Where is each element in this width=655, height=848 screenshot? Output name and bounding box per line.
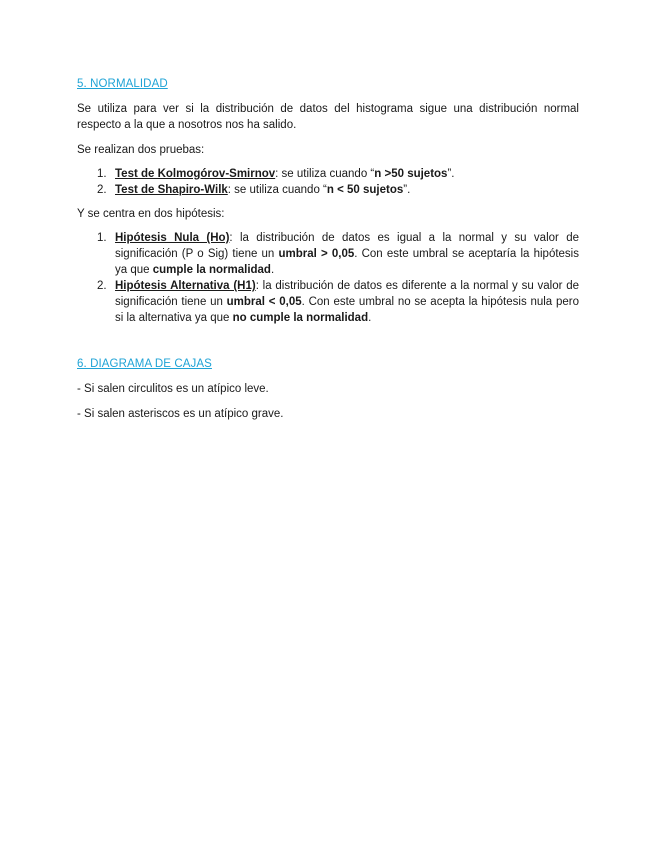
test-text: : se utiliza cuando “ <box>275 168 375 180</box>
tests-list <box>77 166 579 198</box>
list-number: 1. <box>97 168 107 180</box>
list-item <box>77 166 579 182</box>
test-text: : se utiliza cuando “ <box>227 184 327 196</box>
boxplot-note-severe: - Si salen asteriscos es un atípico grave. <box>77 408 284 420</box>
test-condition: n >50 sujetos <box>374 168 448 180</box>
hipotesis-text-2: . Con este umbral se aceptaría la hipótesis ya que <box>115 248 579 276</box>
section-5-heading: 5. NORMALIDAD <box>77 78 168 90</box>
pruebas-intro: Se realizan dos pruebas: <box>77 144 205 156</box>
list-number: 2. <box>97 280 107 292</box>
test-text-end: ”. <box>403 184 411 196</box>
list-item <box>77 182 579 198</box>
test-text-end: ”. <box>447 168 455 180</box>
hipotesis-conclusion: cumple la normalidad <box>152 264 271 276</box>
hipotesis-text-end: . <box>270 264 275 276</box>
hipotesis-list <box>77 230 579 326</box>
list-item <box>77 278 579 326</box>
normalidad-intro: Se utiliza para ver si la distribución de datos del histograma sigue una distribución normal respecto a la que a nosotros nos ha salido. <box>77 103 579 131</box>
hipotesis-intro: Y se centra en dos hipótesis: <box>77 208 225 220</box>
list-item <box>77 230 579 278</box>
hipotesis-name: Hipótesis Nula (Ho) <box>115 232 230 244</box>
section-6-heading: 6. DIAGRAMA DE CAJAS <box>77 358 212 370</box>
hipotesis-conclusion: no cumple la normalidad <box>232 312 369 324</box>
boxplot-note-mild: - Si salen circulitos es un atípico leve. <box>77 383 269 395</box>
hipotesis-text-end: . <box>368 312 372 324</box>
test-condition: n < 50 sujetos <box>326 184 404 196</box>
hipotesis-text: : la distribución de datos es diferente a la normal y su valor de significación tiene un <box>115 280 579 308</box>
list-number: 2. <box>97 184 107 196</box>
test-name: Test de Kolmogórov-Smirnov <box>115 168 276 180</box>
hipotesis-threshold: umbral < 0,05 <box>226 296 302 308</box>
hipotesis-text: : la distribución de datos es igual a la normal y su valor de significación (P o Sig) tiene un <box>115 232 580 260</box>
hipotesis-text-2: . Con este umbral no se acepta la hipótesis nula pero si la alternativa ya que <box>115 296 579 324</box>
hipotesis-name: Hipótesis Alternativa (H1) <box>115 280 256 292</box>
test-name: Test de Shapiro-Wilk <box>115 184 228 196</box>
hipotesis-threshold: umbral > 0,05 <box>278 248 355 260</box>
list-number: 1. <box>97 232 107 244</box>
